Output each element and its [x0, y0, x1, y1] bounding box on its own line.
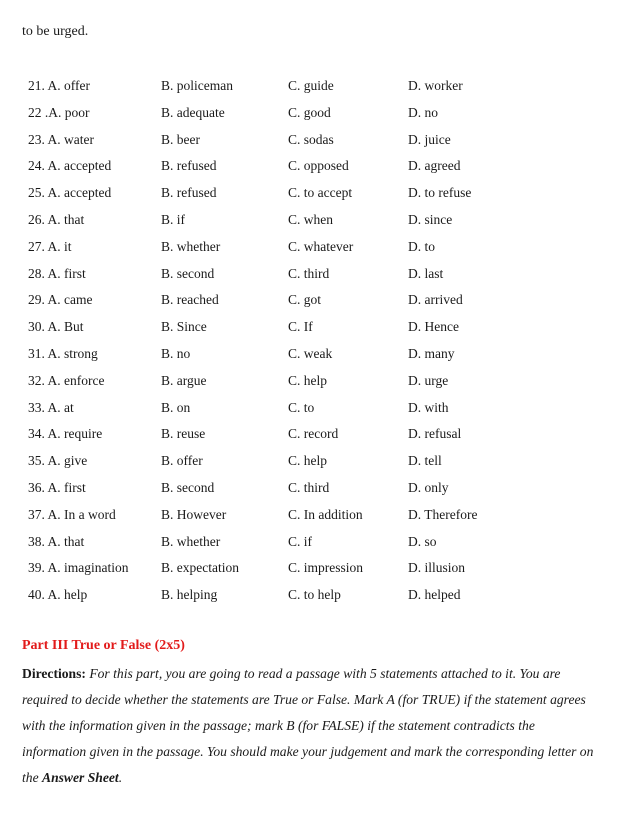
question-row [28, 183, 608, 210]
option-c: C. weak [288, 345, 333, 361]
answer-sheet-text: Answer Sheet [42, 770, 119, 785]
option-c: C. help [288, 372, 327, 388]
option-a: 29. A. came [28, 292, 93, 308]
option-a: 36. A. first [28, 479, 86, 495]
option-a: 31. A. strong [28, 345, 98, 361]
option-c: C. impression [288, 560, 364, 576]
option-b: B. policeman [161, 78, 233, 93]
option-b: B. reuse [161, 426, 206, 442]
option-b: B. helping [161, 587, 218, 603]
option-d: D. agreed [408, 158, 461, 174]
option-c: C. guide [288, 78, 334, 93]
option-c: C. In addition [288, 506, 363, 522]
option-a: 28. A. first [28, 265, 86, 281]
option-b: B. However [161, 506, 227, 522]
option-d: D. so [408, 533, 437, 549]
question-row [28, 130, 608, 157]
option-d: D. arrived [408, 292, 463, 308]
option-c: C. whatever [288, 238, 354, 254]
option-d: D. worker [408, 78, 463, 93]
directions-end: . [118, 770, 123, 785]
question-row [28, 76, 608, 103]
question-row [28, 451, 608, 478]
option-d: D. to [408, 238, 435, 254]
option-d: D. tell [408, 453, 442, 469]
question-row [28, 532, 608, 559]
option-d: D. to refuse [408, 185, 472, 201]
option-a: 30. A. But [28, 319, 84, 335]
option-a: 26. A. that [28, 211, 85, 227]
option-b: B. no [161, 345, 191, 361]
option-c: C. when [288, 211, 333, 227]
option-a: 35. A. give [28, 453, 88, 469]
question-row [28, 424, 608, 451]
directions-label: Directions: [22, 666, 86, 681]
question-row [28, 478, 608, 505]
option-c: C. third [288, 479, 330, 495]
option-b: B. second [161, 265, 215, 281]
option-c: C. got [288, 292, 322, 308]
option-d: D. since [408, 211, 453, 227]
option-d: D. juice [408, 131, 451, 147]
question-row [28, 210, 608, 237]
option-b: B. reached [161, 292, 219, 308]
option-b: B. on [161, 399, 191, 415]
option-d: D. no [408, 104, 438, 120]
option-a: 27. A. it [28, 238, 72, 254]
option-c: C. record [288, 426, 339, 442]
option-a: 33. A. at [28, 399, 74, 415]
option-c: C. If [288, 319, 313, 335]
question-row [28, 558, 608, 585]
options-list [28, 76, 608, 612]
question-row [28, 371, 608, 398]
option-c: C. to accept [288, 185, 353, 201]
option-c: C. good [288, 104, 331, 120]
option-b: B. if [161, 211, 186, 227]
option-d: D. Hence [408, 319, 459, 335]
option-d: D. last [408, 265, 444, 281]
question-row [28, 290, 608, 317]
intro-text: to be urged. [22, 24, 89, 39]
option-b: B. refused [161, 158, 217, 174]
option-c: C. opposed [288, 158, 349, 174]
option-d: D. Therefore [408, 506, 478, 522]
question-row [28, 156, 608, 183]
question-row [28, 103, 608, 130]
option-b: B. refused [161, 185, 217, 201]
question-row [28, 317, 608, 344]
option-d: D. helped [408, 587, 461, 603]
option-c: C. to [288, 399, 315, 415]
option-a: 40. A. help [28, 587, 88, 603]
option-d: D. illusion [408, 560, 466, 576]
option-b: B. adequate [161, 104, 225, 120]
option-b: B. second [161, 479, 215, 495]
question-row [28, 264, 608, 291]
option-a: 32. A. enforce [28, 372, 105, 388]
option-b: B. Since [161, 319, 207, 335]
option-a: 23. A. water [28, 131, 94, 147]
option-c: C. if [288, 533, 313, 549]
option-a: 38. A. that [28, 533, 85, 549]
option-b: B. expectation [161, 560, 239, 576]
option-a: 39. A. imagination [28, 560, 129, 576]
directions-paragraph [22, 661, 602, 791]
option-c: C. to help [288, 587, 341, 603]
option-d: D. refusal [408, 426, 462, 442]
question-row [28, 237, 608, 264]
question-row [28, 344, 608, 371]
option-c: C. help [288, 453, 327, 469]
option-d: D. many [408, 345, 455, 361]
option-b: B. offer [161, 453, 203, 469]
option-a: 22 .A. poor [28, 104, 90, 120]
option-a: 25. A. accepted [28, 185, 112, 201]
option-a: 34. A. require [28, 426, 103, 442]
question-row [28, 398, 608, 425]
option-c: C. third [288, 265, 330, 281]
part-heading: Part III True or False (2x5) [22, 638, 185, 653]
option-c: C. sodas [288, 131, 334, 147]
option-a: 24. A. accepted [28, 158, 112, 174]
option-d: D. only [408, 479, 449, 495]
option-d: D. urge [408, 372, 449, 388]
option-a: 21. A. offer [28, 78, 90, 93]
option-b: B. argue [161, 372, 207, 388]
option-b: B. whether [161, 238, 221, 254]
directions-text: For this part, you are going to read a passage with 5 statements attached to it. You are required to decide whether the statements are True or False. Mark A (for TRUE) if the statement agrees with the information given in the passage; mark B (for FALSE) if the statement contradicts the information given in the passage. You should make your judgement and mark the corresponding letter on the [22, 666, 594, 785]
option-a: 37. A. In a word [28, 506, 116, 522]
question-row [28, 505, 608, 532]
option-b: B. whether [161, 533, 221, 549]
option-d: D. with [408, 399, 449, 415]
option-b: B. beer [161, 131, 200, 147]
question-row [28, 585, 608, 612]
